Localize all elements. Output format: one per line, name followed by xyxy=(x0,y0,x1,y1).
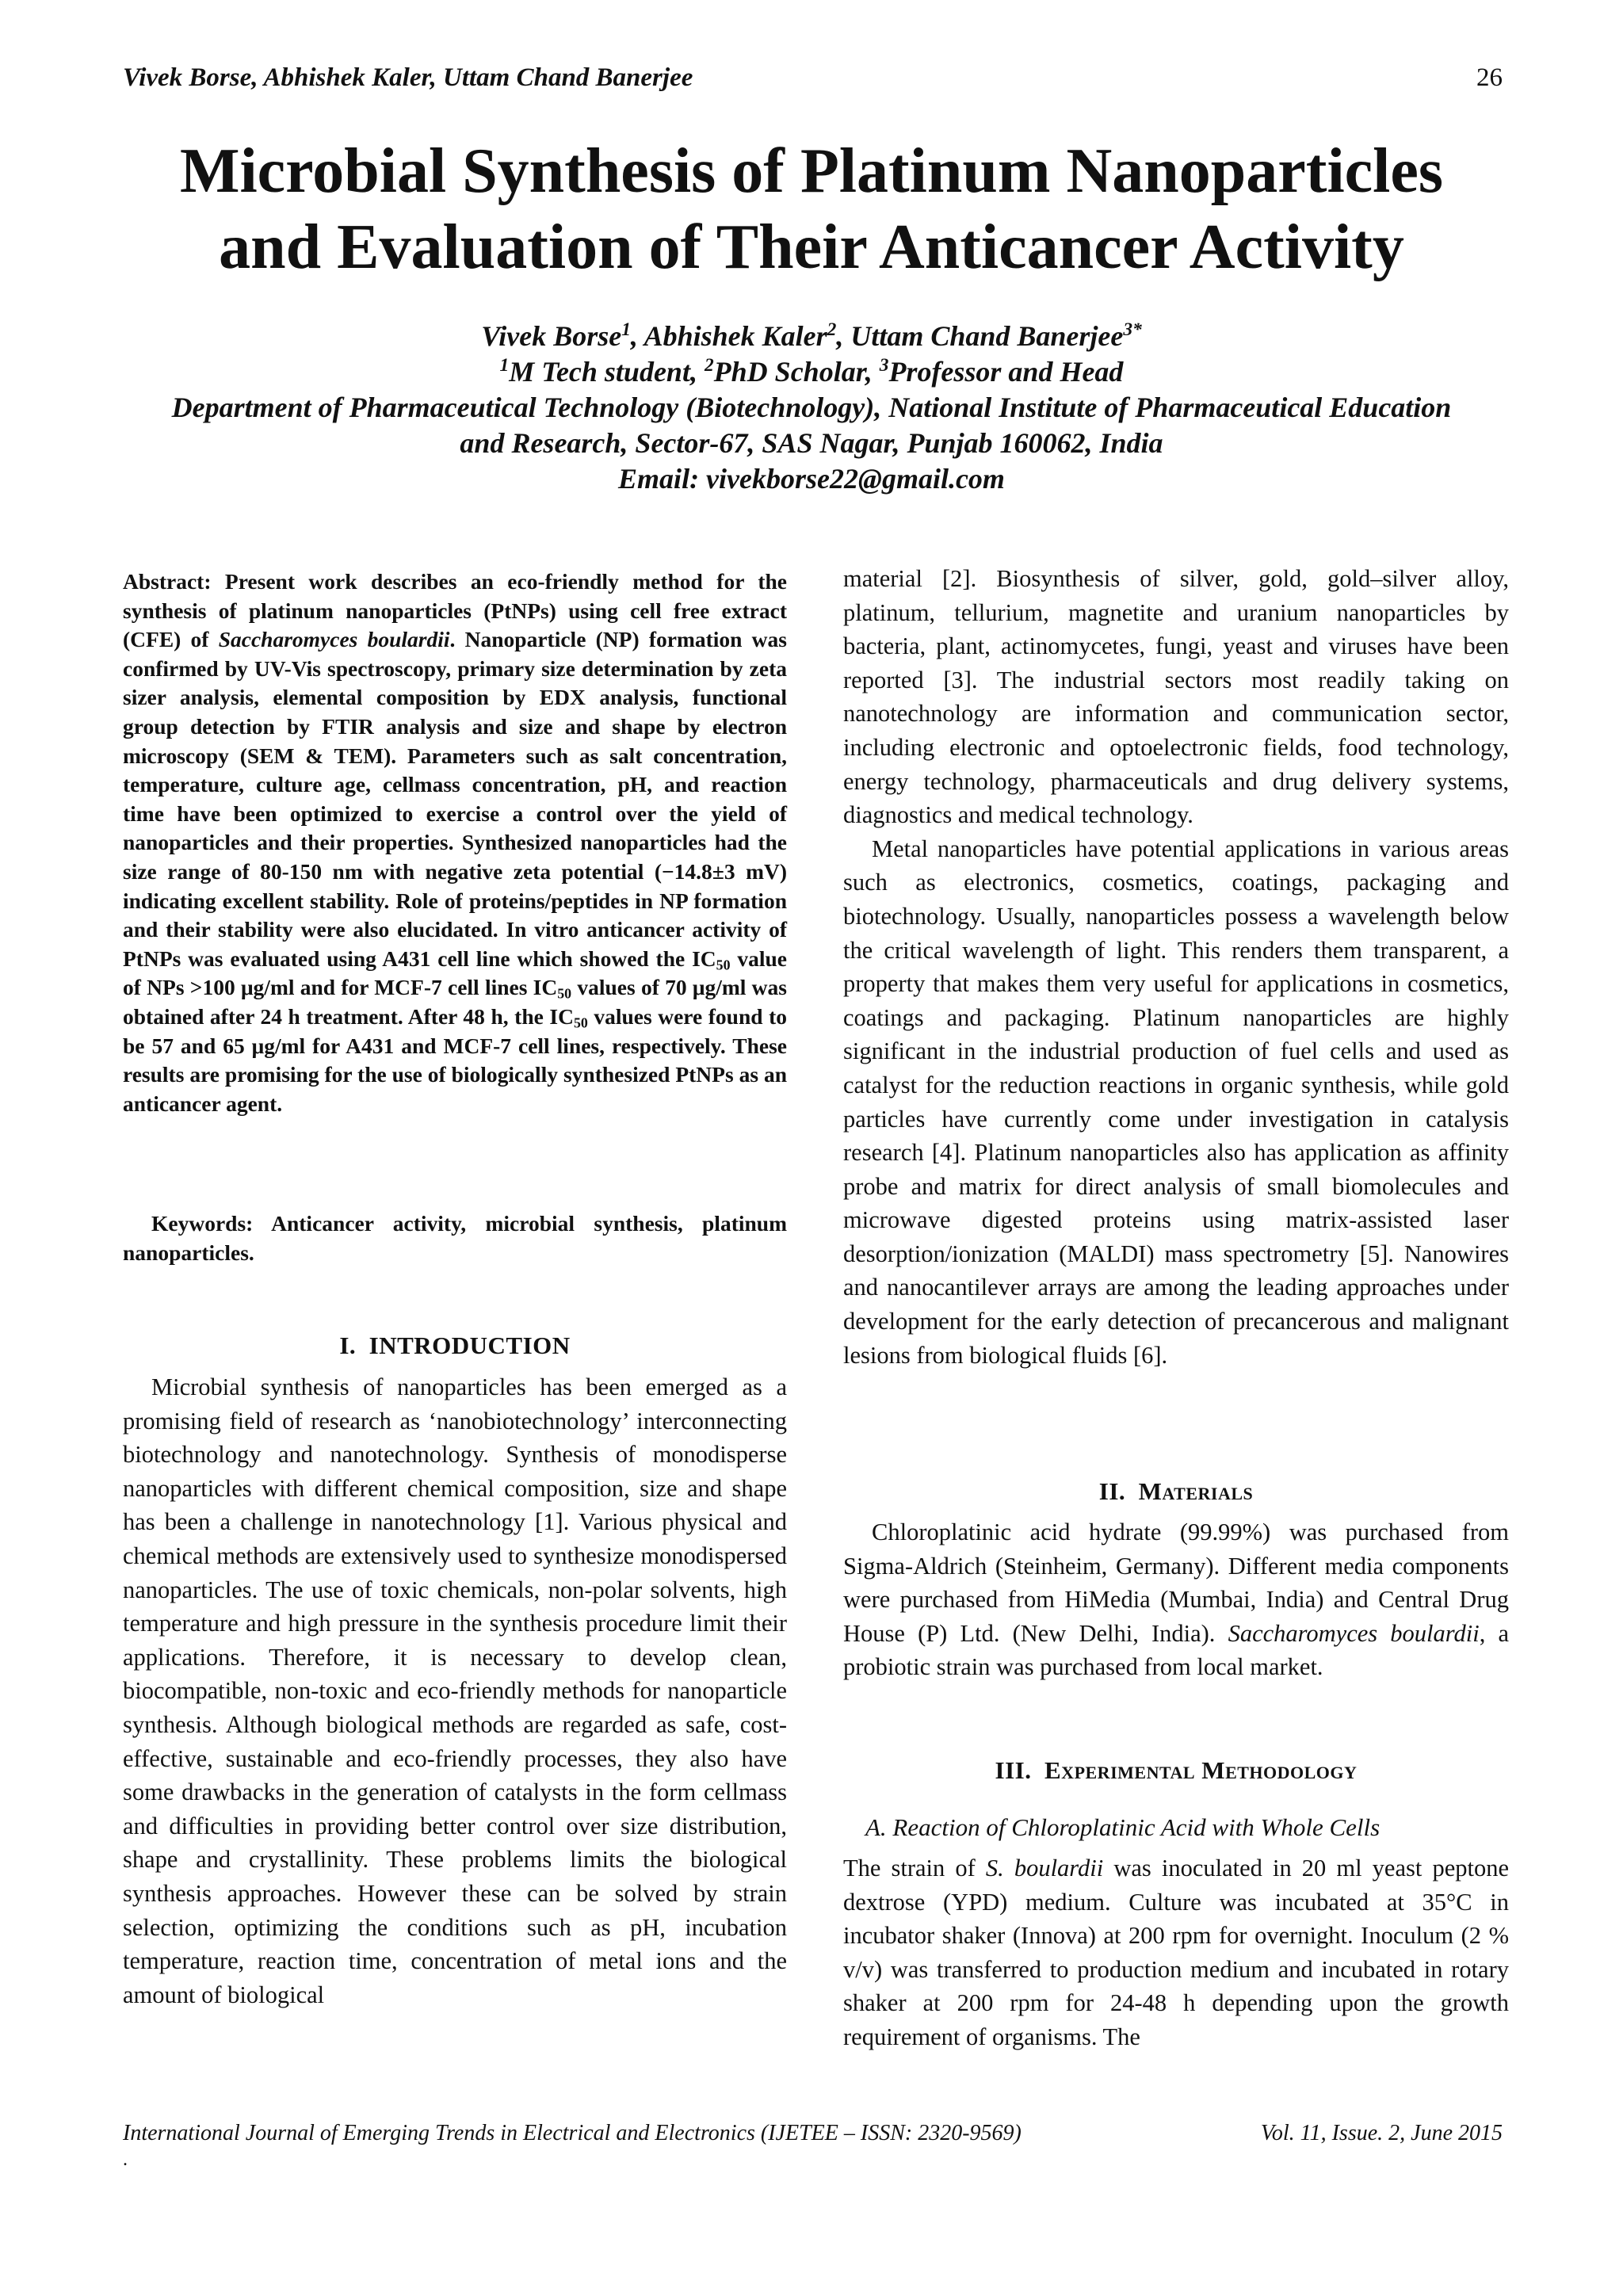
materials-organism: Saccharomyces boulardii xyxy=(1228,1619,1480,1647)
role-3: Professor and Head xyxy=(888,356,1124,388)
intro-title: INTRODUCTION xyxy=(369,1331,571,1359)
abstract-text-3: value of NPs >100 μg/ml and for MCF-7 cell lines IC xyxy=(123,946,787,1000)
affiliation-line-1: Department of Pharmaceutical Technology (Biotechnology), National Institute of Pharmaceutical Education xyxy=(171,392,1452,423)
author-3: Uttam Chand Banerjee xyxy=(850,320,1124,352)
introduction-body-left xyxy=(123,1370,787,2011)
introduction-body-right xyxy=(843,562,1509,1372)
role-2: PhD Scholar, xyxy=(713,356,880,388)
author-1: Vivek Borse xyxy=(481,320,622,352)
section-heading-introduction xyxy=(123,1331,787,1360)
materials-paragraph xyxy=(843,1515,1509,1684)
materials-title: Materials xyxy=(1138,1477,1254,1505)
intro-paragraph-1: Microbial synthesis of nanoparticles has been emerged as a promising field of research as ‘nanobiotechnology’ interconnecting biotechnology and nanotechnology. Synthesis of monodisperse nanoparticles with different chemical composition, size and shape has been a challenge in nanotechnology [1]. Various physical and chemical methods are extensively used to synthesize monodispersed nanoparticles. The use of toxic chemicals, non-polar solvents, high temperature and high pressure in the synthesis procedure limit their applications. Therefore, it is necessary to develop clean, biocompatible, non-toxic and eco-friendly methods for nanoparticle synthesis. Although biological methods are regarded as safe, cost-effective, sustainable and eco-friendly processes, they also have some drawbacks in the generation of catalysts in the form cellmass and difficulties in providing better control over size distribution, shape and crystallinity. These problems limits the biological synthesis approaches. However these can be solved by strain selection, optimizing the conditions such as pH, incubation temperature, reaction time, concentration of metal ions and the amount of biological xyxy=(123,1373,787,2008)
section-heading-methodology xyxy=(843,1756,1509,1785)
materials-text-1: Chloroplatinic acid hydrate (99.99%) was purchased from Sigma-Aldrich (Steinheim, Germany). Different media components were purchased from HiMedia (Mumbai, India) and Central Drug House (P) Ltd. (New Delhi, India). xyxy=(843,1519,1509,1647)
methods-text-1: The strain of xyxy=(843,1855,986,1881)
author-block xyxy=(95,319,1528,497)
abstract-sub-1: 50 xyxy=(716,957,731,973)
methods-body xyxy=(843,1851,1509,2054)
footer-volume: Vol. 11, Issue. 2, June 2015 xyxy=(1260,2121,1503,2145)
abstract-text-5: values were found to be 57 and 65 μg/ml for A431 and MCF-7 cell lines, respectively. These results are promising for the use of biologically synthesized PtNPs as an anticancer agent. xyxy=(123,1003,787,1116)
author-1-sup: 1 xyxy=(621,319,631,340)
methods-text-2: was inoculated in 20 ml yeast peptone dextrose (YPD) medium. Culture was incubated at 35°C in incubator shaker (Innova) at 200 rpm for overnight. Inoculum (2 % v/v) was transferred to production medium and incubated in rotary shaker at 200 rpm for 24-48 h depending upon the growth requirement of organisms. The xyxy=(843,1855,1509,2050)
author-2-sup: 2 xyxy=(827,319,837,340)
methods-num: III. xyxy=(995,1756,1032,1784)
abstract-text-1: Abstract: Present work describes an eco-friendly method for the synthesis of platinum nanoparticles (PtNPs) using cell free extract (CFE) of xyxy=(123,569,787,652)
author-email: Email: vivekborse22@gmail.com xyxy=(618,463,1005,495)
materials-body xyxy=(843,1515,1509,1684)
footer-dot: . xyxy=(123,2149,128,2170)
intro-paragraph-2: Metal nanoparticles have potential applications in various areas such as electronics, cosmetics, coatings, packaging and biotechnology. Usually, nanoparticles possess a wavelength below the critical wavelength of light. This renders them transparent, a property that makes them very useful for applications in cosmetics, coatings and packaging. Platinum nanoparticles are highly significant in the industrial production of fuel cells and used as catalyst for the reduction reactions in organic synthesis, while gold particles have currently come under investigation in catalysis research [4]. Platinum nanoparticles also has application as affinity probe and matrix for direct analysis of small biomolecules and microwave digested proteins using matrix-assisted laser desorption/ionization (MALDI) mass spectrometry [5]. Nanowires and nanocantilever arrays are among the leading approaches under development for the early detection of precancerous and malignant lesions from biological fluids [6]. xyxy=(843,835,1509,1369)
materials-text-2: , a probiotic strain was purchased from local market. xyxy=(843,1619,1509,1681)
author-2: Abhishek Kaler xyxy=(643,320,827,352)
section-heading-materials xyxy=(843,1477,1509,1506)
title-line-1: Microbial Synthesis of Platinum Nanoparticles xyxy=(179,136,1444,206)
paper-title xyxy=(95,133,1528,285)
author-names: Vivek Borse$^1$, Abhishek Kaler$^2$, Uttam Chand Banerjee$^{3*}$ xyxy=(481,319,1142,352)
role-1: M Tech student, xyxy=(509,356,705,388)
abstract-organism: Saccharomyces boulardii xyxy=(218,627,450,652)
author-roles xyxy=(95,354,1528,390)
keywords: Keywords: Anticancer activity, microbial synthesis, platinum nanoparticles. xyxy=(123,1211,787,1265)
abstract-sub-2: 50 xyxy=(557,985,572,1002)
methods-paragraph xyxy=(843,1851,1509,2054)
abstract-text-2: . Nanoparticle (NP) formation was confirmed by UV-Vis spectroscopy, primary size determination by zeta sizer analysis, elemental composition by EDX analysis, functional group detection by FTIR analysis and size and shape by electron microscopy (SEM & TEM). Parameters such as salt concentration, temperature, culture age, cellmass concentration, pH, and reaction time have been optimized to exercise a control over the yield of nanoparticles and their properties. Synthesized nanoparticles had the size range of 80-150 nm with negative zeta potential (−14.8±3 mV) indicating excellent stability. Role of proteins/peptides in NP formation and their stability were also elucidated. In vitro anticancer activity of PtNPs was evaluated using A431 cell line which showed the IC xyxy=(123,627,787,971)
role-3-sup: 3 xyxy=(879,355,889,376)
role-2-sup: 2 xyxy=(704,355,714,376)
role-1-sup: 1 xyxy=(499,355,510,376)
materials-num: II. xyxy=(1098,1477,1126,1505)
intro-num: I. xyxy=(339,1331,357,1359)
abstract-text-4: values of 70 μg/ml was obtained after 24 h treatment. After 48 h, the IC xyxy=(123,975,787,1029)
subsection-heading-a: A. Reaction of Chloroplatinic Acid with Whole Cells xyxy=(865,1813,1381,1841)
author-3-sup: 3* xyxy=(1123,319,1142,340)
methods-title: Experimental Methodology xyxy=(1044,1756,1358,1784)
methods-organism: S. boulardii xyxy=(985,1855,1104,1881)
abstract xyxy=(123,567,787,1118)
intro-paragraph-1-continued: material [2]. Biosynthesis of silver, gold, gold–silver alloy, platinum, tellurium, magnetite and uranium nanoparticles by bacteria, plant, actinomycetes, fungi, yeast and viruses have been reported [3]. The industrial sectors most readily taking on nanotechnology are information and communication sector, including electronic and optoelectronic fields, food technology, energy technology, pharmaceuticals and drug delivery systems, diagnostics and medical technology. xyxy=(843,565,1509,829)
footer-journal: International Journal of Emerging Trends in Electrical and Electronics (IJETEE – ISSN: 2320-9569) xyxy=(123,2121,1022,2145)
title-line-2: and Evaluation of Their Anticancer Activity xyxy=(219,212,1404,282)
page-number: 26 xyxy=(1476,63,1503,92)
abstract-sub-3: 50 xyxy=(573,1014,588,1031)
running-head-authors: Vivek Borse, Abhishek Kaler, Uttam Chand Banerjee xyxy=(123,63,693,92)
affiliation-line-2: and Research, Sector-67, SAS Nagar, Punjab 160062, India xyxy=(460,427,1163,459)
